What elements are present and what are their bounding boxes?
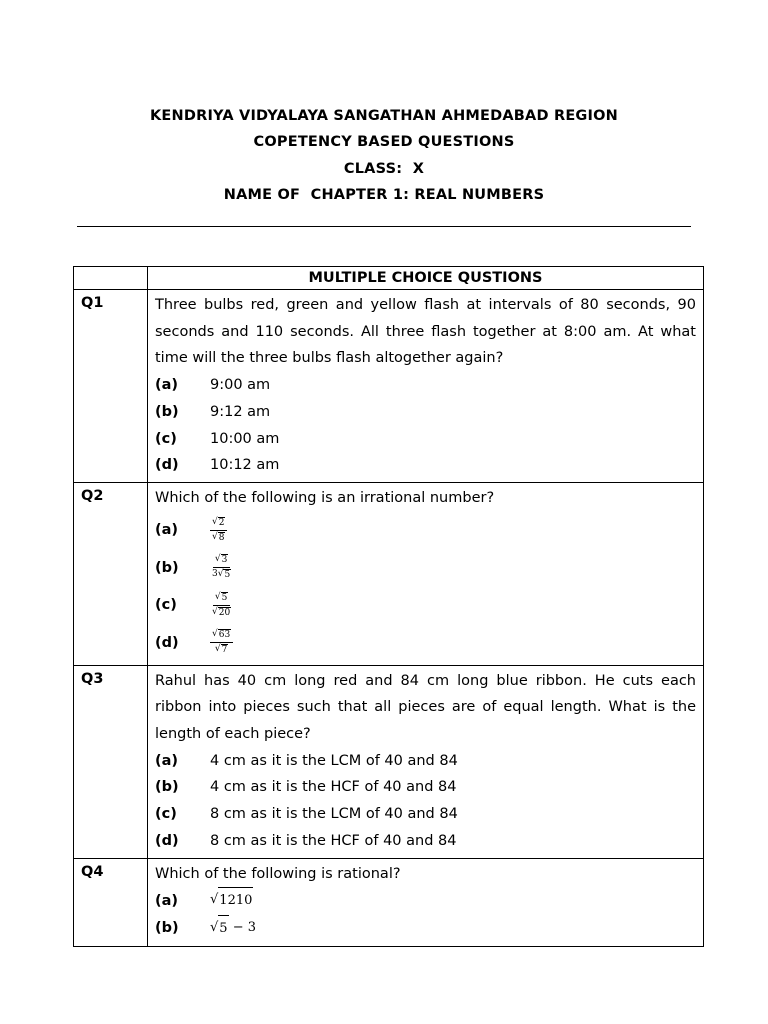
table-header-row <box>74 267 704 290</box>
question-text: Which of the following is an irrational number? <box>155 489 495 506</box>
question-number: Q2 <box>81 487 104 504</box>
question-number: Q4 <box>81 863 104 880</box>
chapter-line: NAME OF CHAPTER 1: REAL NUMBERS <box>223 187 545 203</box>
option-text: 8 cm as it is the LCM of 40 and 84 <box>210 806 458 823</box>
radical-expression: √ 5 − 3 <box>210 915 256 943</box>
option <box>155 549 696 587</box>
option-text: 4 cm as it is the HCF of 40 and 84 <box>210 779 457 796</box>
option-label: (a) <box>155 522 179 539</box>
questions-title: COPETENCY BASED QUESTIONS <box>253 134 515 150</box>
option <box>155 452 696 479</box>
option-text: 9:12 am <box>210 403 271 420</box>
option-label: (a) <box>155 377 179 394</box>
option-label: (d) <box>155 832 179 849</box>
option <box>155 399 696 426</box>
divider-rule <box>77 226 691 227</box>
fraction: √ 2 √ 8 <box>210 517 227 544</box>
question-number: Q3 <box>81 670 104 687</box>
question-text: Rahul has 40 cm long red and 84 cm long blue ribbon. He cuts each ribbon into pieces such that all pieces are of equal length. What is the length of each piece? <box>155 672 696 743</box>
option <box>155 624 696 662</box>
option-text: 8 cm as it is the HCF of 40 and 84 <box>210 832 457 849</box>
question-number: Q1 <box>81 295 104 311</box>
option-label: (a) <box>155 752 179 769</box>
table-title: MULTIPLE CHOICE QUSTIONS <box>148 267 704 290</box>
option <box>155 801 696 828</box>
mcq-table <box>73 266 704 947</box>
question-text: Which of the following is rational? <box>155 865 401 882</box>
fraction: √ 5 √ 20 <box>212 591 231 618</box>
option <box>155 748 696 775</box>
option <box>155 426 696 453</box>
option-label: (c) <box>155 806 177 823</box>
question-row <box>74 858 704 946</box>
header-empty-cell <box>74 267 148 290</box>
option-label: (a) <box>155 892 179 909</box>
option-label: (b) <box>155 779 179 796</box>
class-line: CLASS: X <box>343 161 425 177</box>
option-text: 4 cm as it is the LCM of 40 and 84 <box>210 752 458 769</box>
option <box>155 774 696 801</box>
question-row <box>74 290 704 483</box>
option-text: 9:00 am <box>210 377 271 394</box>
option-label: (c) <box>155 597 177 614</box>
region-title: KENDRIYA VIDYALAYA SANGATHAN AHMEDABAD REGION <box>149 108 618 124</box>
option-label: (c) <box>155 430 177 447</box>
option-label: (d) <box>155 634 179 651</box>
option-text: 10:12 am <box>210 457 280 474</box>
option <box>155 372 696 399</box>
option-text: 10:00 am <box>210 430 280 447</box>
option <box>155 587 696 625</box>
fraction: √ 3 3 √ 5 <box>212 554 231 581</box>
question-row <box>74 482 704 665</box>
option-label: (d) <box>155 457 179 474</box>
option <box>155 887 696 915</box>
option-label: (b) <box>155 920 179 937</box>
option <box>155 828 696 855</box>
radical-expression: √ 1210 <box>210 887 253 915</box>
option-label: (b) <box>155 559 179 576</box>
option <box>155 915 696 943</box>
question-text: Three bulbs red, green and yellow flash at intervals of 80 seconds, 90 seconds and 110 seconds. All three flash together at 8:00 am. At what time will the three bulbs flash altogether again? <box>155 297 696 367</box>
fraction: √ 63 √ 7 <box>210 629 233 656</box>
question-row <box>74 665 704 858</box>
option-label: (b) <box>155 403 179 420</box>
option <box>155 512 696 550</box>
